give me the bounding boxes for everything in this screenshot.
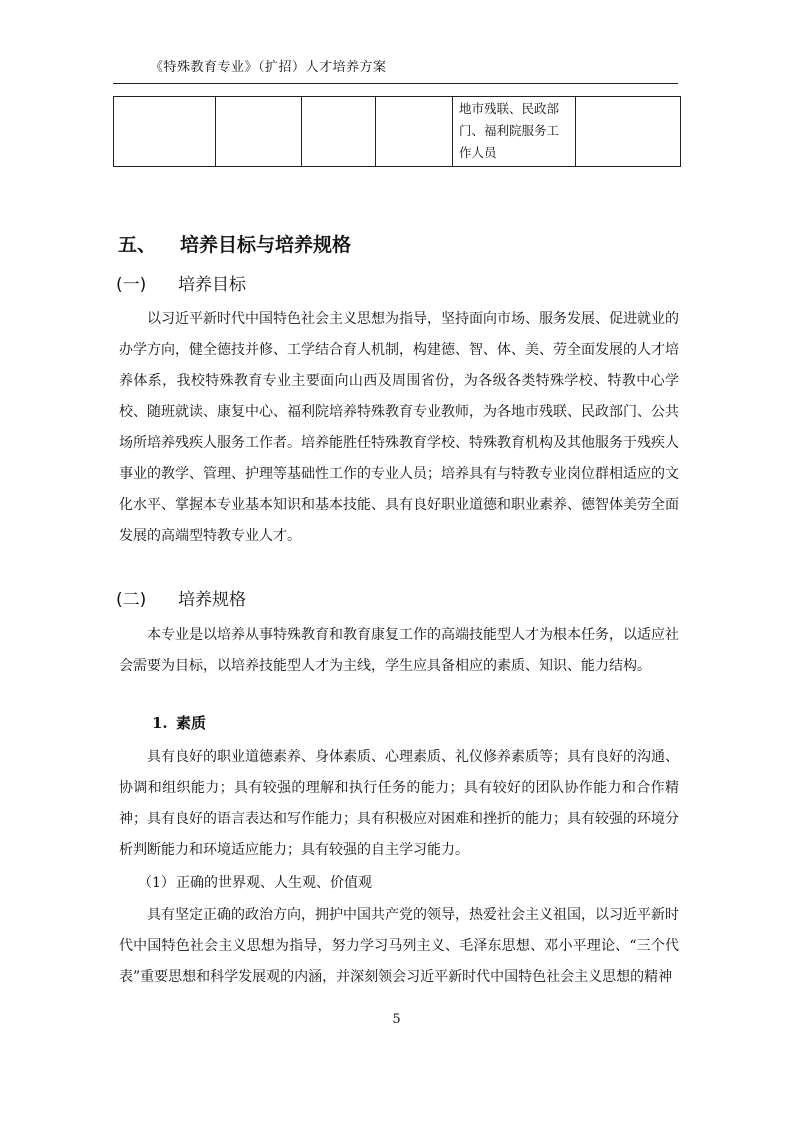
subsection-title: 培养目标 [178, 275, 246, 295]
table-cell [216, 97, 302, 167]
specs-paragraph: 本专业是以培养从事特殊教育和教育康复工作的高端技能型人才为根本任务，以适应社会需要为目标，以培养技能型人才为主线，学生应具备相应的素质、知识、能力结构。 [119, 627, 679, 674]
table-cell [576, 97, 681, 167]
subitem-number: （1） [138, 875, 175, 891]
section-title: 培养目标与培养规格 [180, 234, 352, 256]
worldview-paragraph: 具有坚定正确的政治方向，拥护中国共产党的领导，热爱社会主义祖国，以习近平新时代中国特色社会主义思想为指导，努力学习马列主义、毛泽东思想、邓小平理论、“三个代表”重要思想和科学发展观的内涵，并深刻领会习近平新时代中国特色社会主义思想的精神 [119, 907, 679, 985]
item-heading-quality [152, 712, 206, 733]
subsection-heading-specs [116, 585, 246, 610]
running-header: 《特殊教育专业》（扩招）人才培养方案 [150, 60, 387, 75]
continued-table [113, 96, 681, 167]
page-number: 5 [392, 1012, 401, 1027]
table-cell [114, 97, 216, 167]
table-cell [302, 97, 376, 167]
item-title: 素质 [176, 714, 207, 732]
section-heading [118, 230, 351, 257]
header-rule [113, 83, 678, 84]
subitem-heading-worldview [138, 872, 372, 892]
item-number: 1. [152, 714, 168, 732]
subsection-heading-goals [116, 270, 246, 295]
subitem-title: 正确的世界观、人生观、价值观 [176, 875, 372, 891]
quality-paragraph: 具有良好的职业道德素养、身体素质、心理素质、礼仪修养素质等；具有良好的沟通、协调和组织能力；具有较强的理解和执行任务的能力；具有较好的团队协作能力和合作精神；具有良好的语言表达和写作能力；具有积极应对困难和挫折的能力；具有较强的环境分析判断能力和环境适应能力；具有较强的自主学习能力。 [119, 749, 679, 858]
subsection-title: 培养规格 [178, 590, 246, 610]
table-row [114, 97, 681, 167]
subsection-number: (一) [116, 275, 147, 295]
table-cell: 地市残联、民政部门、福利院服务工作人员 [453, 97, 576, 167]
subsection-number: (二) [116, 590, 147, 610]
section-number: 五、 [118, 234, 157, 256]
table-cell [376, 97, 453, 167]
goals-paragraph: 以习近平新时代中国特色社会主义思想为指导，坚持面向市场、服务发展、促进就业的办学方向，健全德技并修、工学结合育人机制，构建德、智、体、美、劳全面发展的人才培养体系，我校特殊教育专业主要面向山西及周围省份，为各级各类特殊学校、特教中心学校、随班就读、康复中心、福利院培养特殊教育专业教师，为各地市残联、民政部门、公共场所培养残疾人服务工作者。培养能胜任特殊教育学校、特殊教育机构及其他服务于残疾人事业的教学、管理、护理等基础性工作的专业人员；培养具有与特教专业岗位群相适应的文化水平、掌握本专业基本知识和基本技能、具有良好职业道德和职业素养、德智体美劳全面发展的高端型特教专业人才。 [119, 311, 679, 544]
